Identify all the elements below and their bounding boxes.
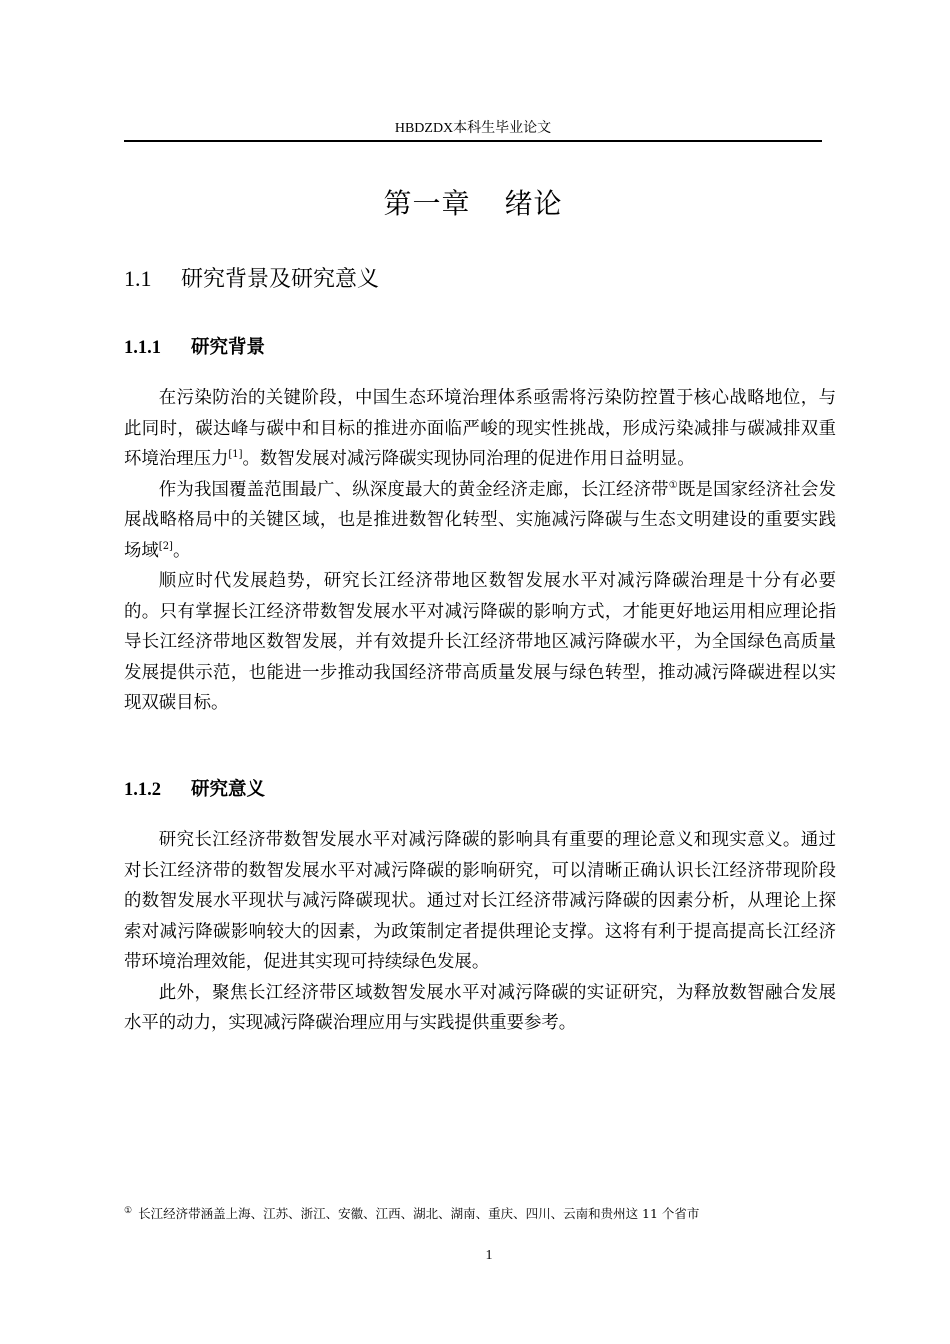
- paragraph: 此外，聚焦长江经济带区域数智发展水平对减污降碳的实证研究，为释放数智融合发展水平的动力，实现减污降碳治理应用与实践提供重要参考。: [124, 982, 836, 1033]
- chapter-name: 绪论: [504, 187, 563, 220]
- paragraph-text: 。: [172, 540, 191, 561]
- citation: [2]: [158, 540, 173, 552]
- paragraph: [124, 475, 836, 567]
- footnote: [124, 1205, 836, 1223]
- paragraph-text: 作为我国覆盖范围最广、纵深度最大的黄金经济走廊，长江经济带: [158, 479, 669, 500]
- paragraph: 顺应时代发展趋势，研究长江经济带地区数智发展水平对减污降碳治理是十分有必要的。只有掌握长江经济带数智发展水平对减污降碳的影响方式，才能更好地运用相应理论指导长江经济带地区数智发展，并有效提升长江经济带地区减污降碳水平，为全国绿色高质量发展提供示范，也能进一步推动我国经济带高质量发展与绿色转型，推动减污降碳进程以实现双碳目标。: [124, 571, 836, 713]
- background-body: [124, 383, 836, 719]
- page-header: HBDZDX本科生毕业论文: [394, 121, 552, 136]
- page-number: 1: [485, 1248, 493, 1263]
- paragraph-text: 。数智发展对减污降碳实现协同治理的促进作用日益明显。: [242, 449, 695, 469]
- citation: [1]: [228, 449, 243, 461]
- subsection-number: 1.1.2: [124, 780, 161, 800]
- paragraph: 研究长江经济带数智发展水平对减污降碳的影响具有重要的理论意义和现实意义。通过对长江经济带的数智发展水平对减污降碳的影响研究，可以清晰正确认识长江经济带现阶段的数智发展水平现状与减污降碳现状。通过对长江经济带减污降碳的因素分析，从理论上探索对减污降碳影响较大的因素，为政策制定者提供理论支撑。这将有利于提高提高长江经济带环境治理效能，促进其实现可持续绿色发展。: [124, 830, 836, 972]
- subsection-title: 研究背景: [191, 337, 266, 358]
- chapter-label: 第一章: [383, 187, 471, 220]
- significance-body: [124, 825, 836, 1039]
- subsection-heading-background: [124, 334, 265, 362]
- footnote-ref: ①: [668, 479, 678, 491]
- header-rule: [124, 140, 822, 142]
- section-heading: [124, 262, 379, 297]
- subsection-number: 1.1.1: [124, 338, 161, 358]
- paragraph-text: 在污染防治的关键阶段，中国生态环境治理体系亟需将污染防控置于核心战略地位，与此同时，碳达峰与碳中和目标的推进亦面临严峻的现实性挑战，形成污染减排与碳减排双重环境治理压力: [124, 388, 836, 469]
- chapter-title: [124, 184, 822, 224]
- section-title: 研究背景及研究意义: [181, 267, 380, 292]
- section-number: 1.1: [124, 266, 152, 291]
- footnote-text: 长江经济带涵盖上海、江苏、浙江、安徽、江西、湖北、湖南、重庆、四川、云南和贵州这 11 个省市: [138, 1206, 700, 1221]
- subsection-title: 研究意义: [191, 779, 266, 800]
- paragraph: [124, 383, 836, 475]
- paragraph-text: 既是国家经济社会发展战略格局中的关键区域，也是推进数智化转型、实施减污降碳与生态文明建设的重要实践场域: [124, 479, 836, 561]
- footnote-mark: ①: [124, 1205, 133, 1216]
- subsection-heading-significance: [124, 776, 265, 804]
